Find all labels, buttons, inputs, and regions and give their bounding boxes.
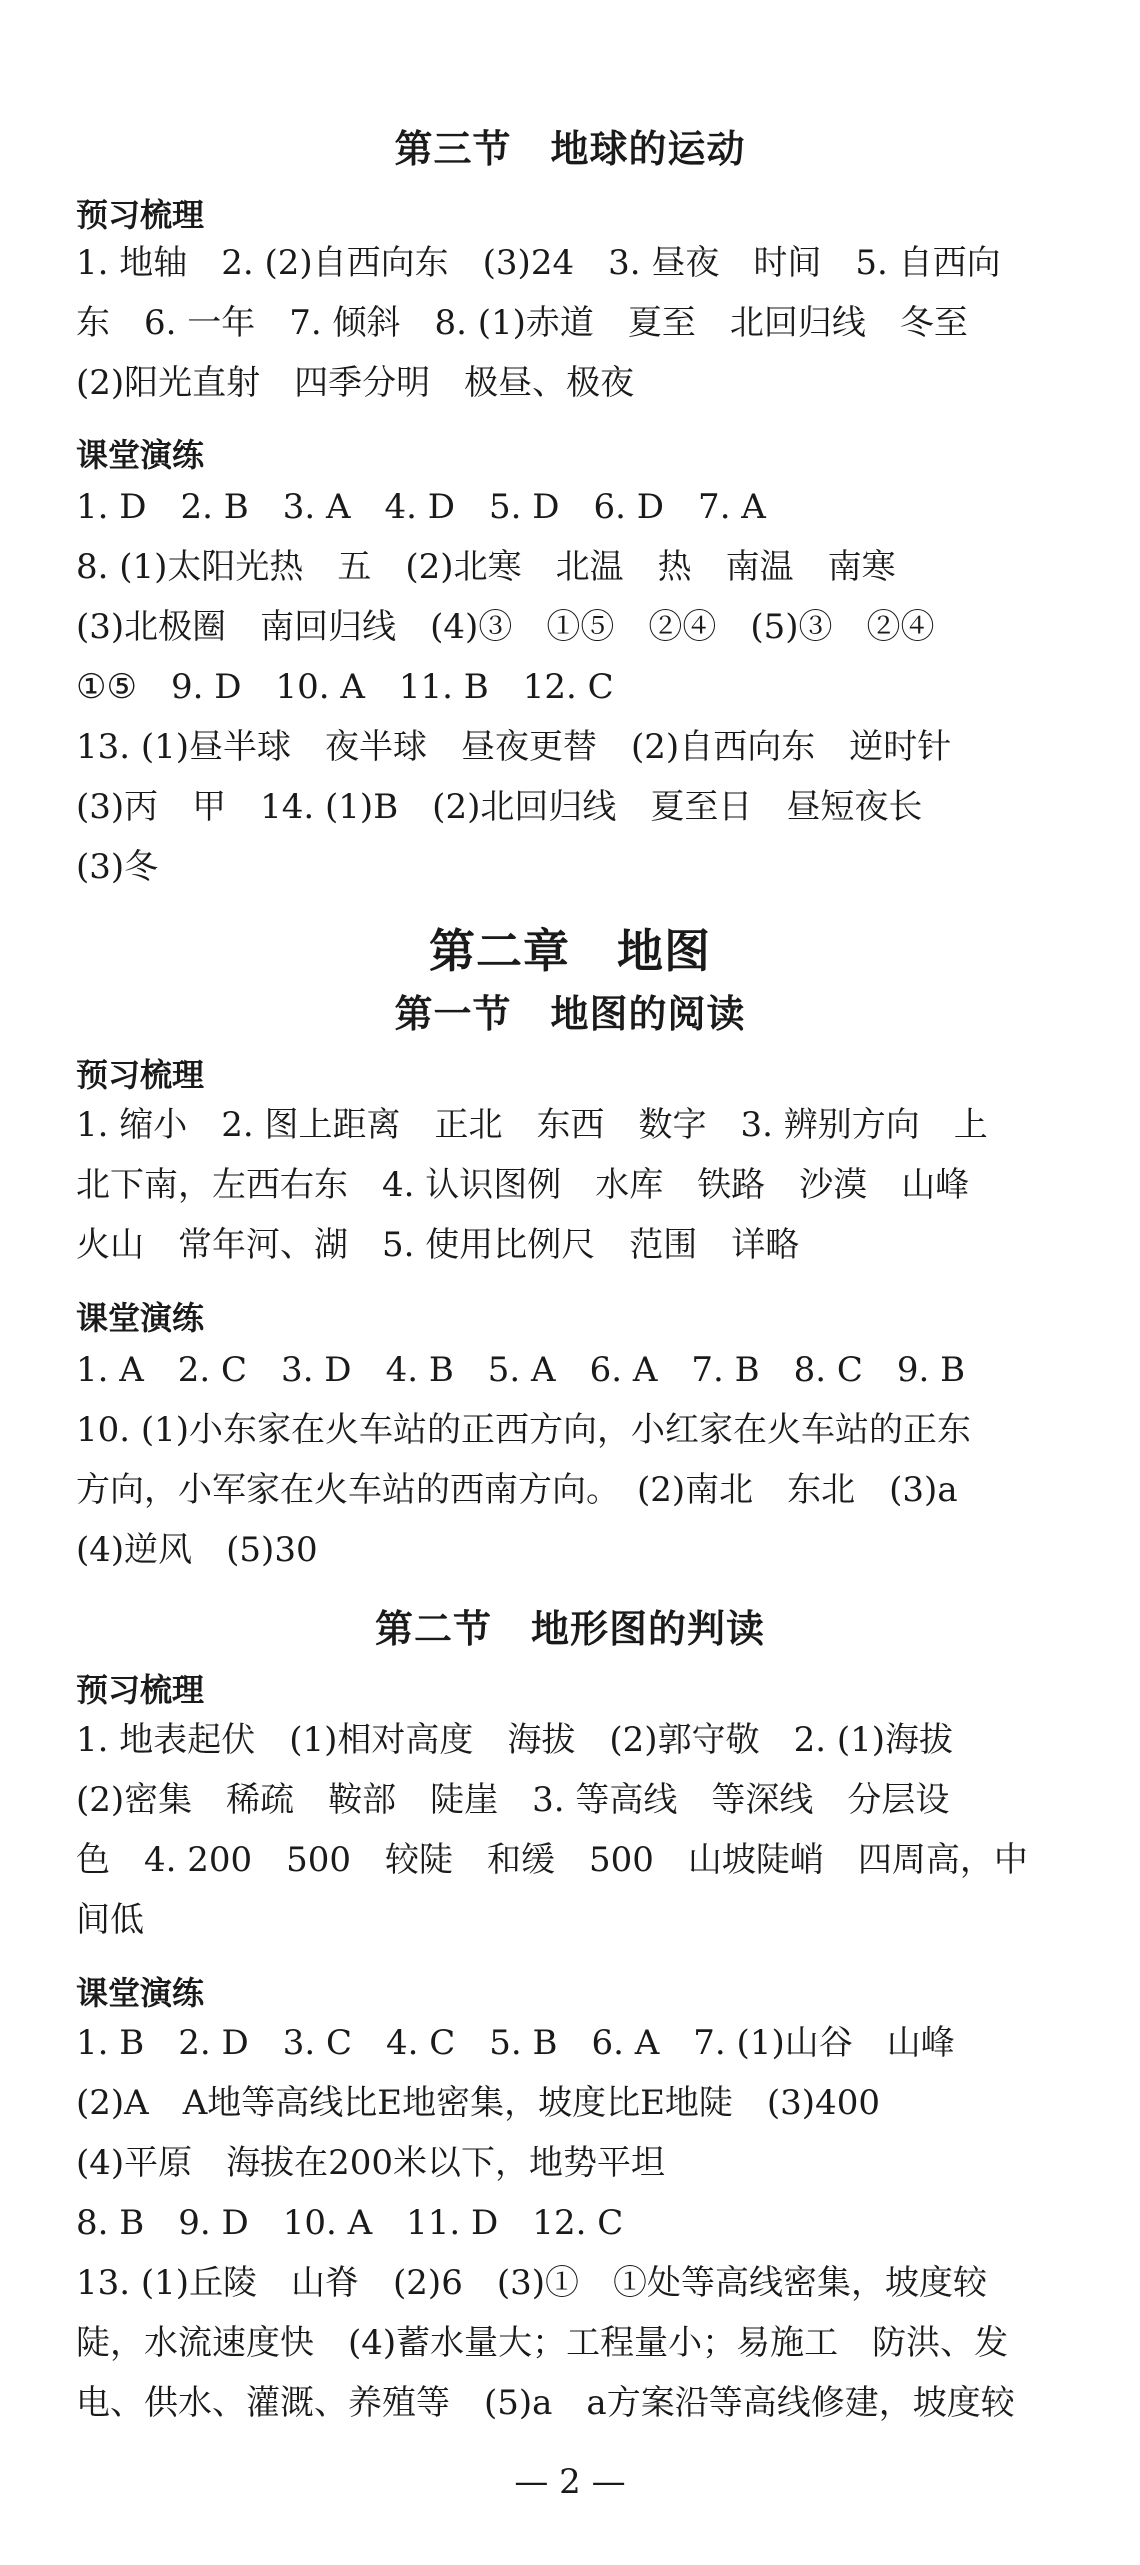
text-line: 13. (1)昼半球 夜半球 昼夜更替 (2)自西向东 逆时针 (76, 727, 952, 767)
subsection-title: 课堂演练 (76, 1974, 205, 2012)
section-heading: 第二节 地形图的判读 (374, 1607, 765, 1651)
text-line: (3)冬 (76, 847, 159, 887)
page-number: — 2 — (514, 2462, 626, 2502)
text-line: 1. 地表起伏 (1)相对高度 海拔 (2)郭守敬 2. (1)海拔 (76, 1720, 953, 1760)
text-line: 1. 地轴 2. (2)自西向东 (3)24 3. 昼夜 时间 5. 自西向 (76, 243, 1001, 283)
text-line: 间低 (76, 1900, 144, 1940)
subsection-title: 预习梳理 (76, 1671, 205, 1709)
text-line: (3)北极圈 南回归线 (4)③ ①⑤ ②④ (5)③ ②④ (76, 607, 935, 647)
text-line: (2)密集 稀疏 鞍部 陡崖 3. 等高线 等深线 分层设 (76, 1780, 950, 1820)
text-line: 1. B 2. D 3. C 4. C 5. B 6. A 7. (1)山谷 山峰 (76, 2023, 955, 2063)
text-line: 东 6. 一年 7. 倾斜 8. (1)赤道 夏至 北回归线 冬至 (76, 303, 968, 343)
text-line: 1. D 2. B 3. A 4. D 5. D 6. D 7. A (76, 487, 766, 527)
subsection-title: 课堂演练 (76, 1299, 205, 1337)
text-line: (2)阳光直射 四季分明 极昼、极夜 (76, 363, 635, 403)
text-line: (2)A A地等高线比E地密集，坡度比E地陡 (3)400 (76, 2083, 880, 2123)
text-line: 8. B 9. D 10. A 11. D 12. C (76, 2203, 624, 2243)
subsection-title: 课堂演练 (76, 436, 205, 474)
subsection-title: 预习梳理 (76, 196, 205, 234)
text-line: 方向，小军家在火车站的西南方向。 (2)南北 东北 (3)a (76, 1470, 958, 1510)
text-line: 火山 常年河、湖 5. 使用比例尺 范围 详略 (76, 1225, 800, 1265)
text-line: (4)逆风 (5)30 (76, 1530, 318, 1570)
text-line: 8. (1)太阳光热 五 (2)北寒 北温 热 南温 南寒 (76, 547, 896, 587)
section-heading: 第三节 地球的运动 (394, 127, 746, 171)
subsection-title: 预习梳理 (76, 1056, 205, 1094)
text-line: 1. 缩小 2. 图上距离 正北 东西 数字 3. 辨别方向 上 (76, 1105, 988, 1145)
text-line: 1. A 2. C 3. D 4. B 5. A 6. A 7. B 8. C 9. B (76, 1350, 966, 1390)
text-line: 北下南，左西右东 4. 认识图例 水库 铁路 沙漠 山峰 (76, 1165, 970, 1205)
text-line: (4)平原 海拔在200米以下，地势平坦 (76, 2143, 666, 2183)
text-line: (3)丙 甲 14. (1)B (2)北回归线 夏至日 昼短夜长 (76, 787, 923, 827)
text-line: 10. (1)小东家在火车站的正西方向，小红家在火车站的正东 (76, 1410, 972, 1450)
text-line: 色 4. 200 500 较陡 和缓 500 山坡陡峭 四周高，中 (76, 1840, 1028, 1880)
chapter-heading: 第二章 地图 (429, 924, 711, 978)
section-heading: 第一节 地图的阅读 (394, 992, 746, 1036)
text-line: 电、供水、灌溉、养殖等 (5)a a方案沿等高线修建，坡度较 (76, 2383, 1015, 2423)
text-line: 13. (1)丘陵 山脊 (2)6 (3)① ①处等高线密集，坡度较 (76, 2263, 987, 2303)
text-line: 陡，水流速度快 (4)蓄水量大；工程量小；易施工 防洪、发 (76, 2323, 1009, 2363)
text-line: ①⑤ 9. D 10. A 11. B 12. C (76, 667, 614, 707)
